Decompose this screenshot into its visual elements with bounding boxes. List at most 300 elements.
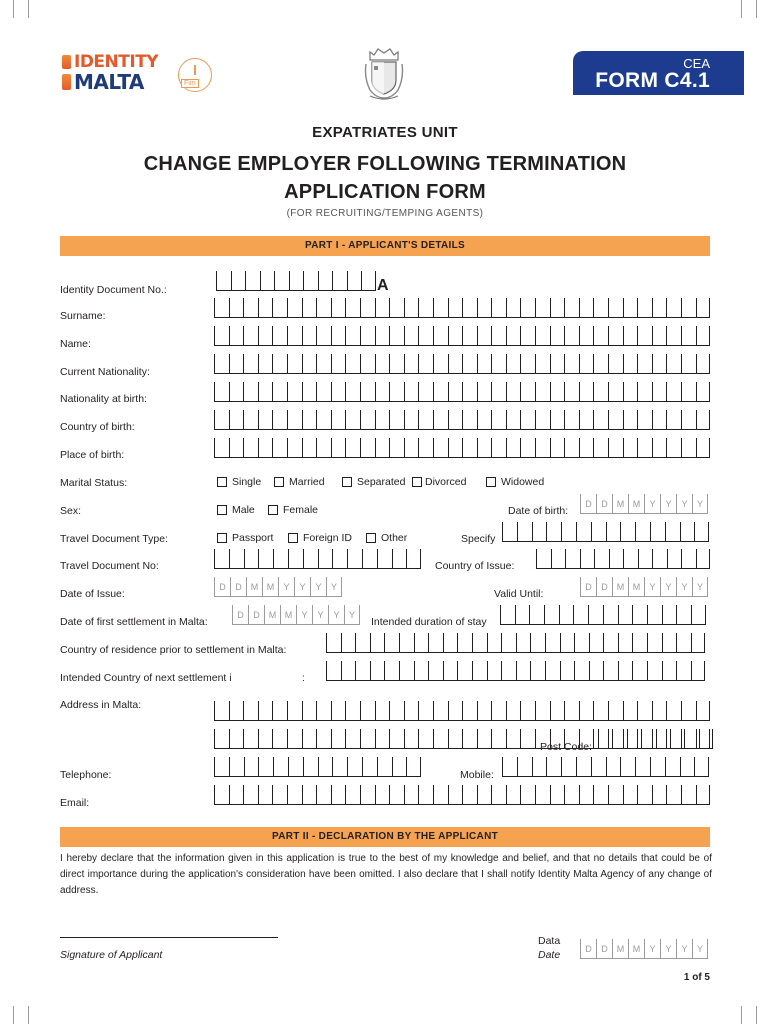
current-nationality-input[interactable] <box>214 354 710 374</box>
input-cell[interactable] <box>681 326 696 346</box>
input-cell[interactable] <box>535 701 550 721</box>
input-cell[interactable] <box>477 785 492 805</box>
input-cell[interactable] <box>272 382 287 402</box>
input-cell[interactable] <box>589 633 604 653</box>
date-cell[interactable]: D <box>214 577 230 597</box>
input-cell[interactable] <box>641 729 655 749</box>
input-cell[interactable] <box>433 326 448 346</box>
input-cell[interactable] <box>258 785 273 805</box>
input-cell[interactable] <box>589 661 604 681</box>
input-cell[interactable] <box>243 354 258 374</box>
input-cell[interactable] <box>500 605 515 625</box>
input-cell[interactable] <box>579 785 594 805</box>
input-cell[interactable] <box>487 661 502 681</box>
input-cell[interactable] <box>287 729 302 749</box>
input-cell[interactable] <box>273 757 288 777</box>
input-cell[interactable] <box>404 785 419 805</box>
input-cell[interactable] <box>302 729 317 749</box>
input-cell[interactable] <box>303 549 318 569</box>
date-cell[interactable]: D <box>580 494 596 514</box>
input-cell[interactable] <box>529 605 544 625</box>
signature-line[interactable] <box>60 937 278 938</box>
input-cell[interactable] <box>287 410 302 430</box>
country-prior-input[interactable] <box>326 633 705 653</box>
input-cell[interactable] <box>287 354 302 374</box>
input-cell[interactable] <box>274 271 289 291</box>
nationality-birth-input[interactable] <box>214 382 710 402</box>
input-cell[interactable] <box>618 633 633 653</box>
input-cell[interactable] <box>418 729 433 749</box>
input-cell[interactable] <box>637 438 652 458</box>
country-birth-input[interactable] <box>214 410 710 430</box>
id-doc-input[interactable] <box>216 271 376 291</box>
input-cell[interactable] <box>598 729 612 749</box>
input-cell[interactable] <box>462 410 477 430</box>
input-cell[interactable] <box>501 633 516 653</box>
input-cell[interactable] <box>652 326 667 346</box>
input-cell[interactable] <box>345 354 360 374</box>
country-issue-input[interactable] <box>536 549 710 569</box>
input-cell[interactable] <box>545 661 560 681</box>
input-cell[interactable] <box>593 326 608 346</box>
input-cell[interactable] <box>477 701 492 721</box>
input-cell[interactable] <box>580 549 595 569</box>
input-cell[interactable] <box>316 438 331 458</box>
date-cell[interactable]: D <box>232 605 248 625</box>
input-cell[interactable] <box>515 605 530 625</box>
input-cell[interactable] <box>608 785 623 805</box>
input-cell[interactable] <box>564 701 579 721</box>
input-cell[interactable] <box>532 757 547 777</box>
input-cell[interactable] <box>258 729 273 749</box>
input-cell[interactable] <box>535 785 550 805</box>
input-cell[interactable] <box>404 354 419 374</box>
name-input[interactable] <box>214 326 710 346</box>
input-cell[interactable] <box>462 298 477 318</box>
input-cell[interactable] <box>535 438 550 458</box>
input-cell[interactable] <box>520 298 535 318</box>
input-cell[interactable] <box>608 326 623 346</box>
input-cell[interactable] <box>506 729 521 749</box>
input-cell[interactable] <box>530 633 545 653</box>
input-cell[interactable] <box>433 729 448 749</box>
input-cell[interactable] <box>491 382 506 402</box>
input-cell[interactable] <box>433 785 448 805</box>
input-cell[interactable] <box>535 382 550 402</box>
input-cell[interactable] <box>662 605 677 625</box>
input-cell[interactable] <box>360 701 375 721</box>
input-cell[interactable] <box>665 522 680 542</box>
input-cell[interactable] <box>561 757 576 777</box>
input-cell[interactable] <box>384 633 399 653</box>
input-cell[interactable] <box>272 410 287 430</box>
input-cell[interactable] <box>243 729 258 749</box>
date-cell[interactable]: M <box>280 605 296 625</box>
input-cell[interactable] <box>477 354 492 374</box>
input-cell[interactable] <box>491 354 506 374</box>
checkbox-icon[interactable] <box>412 477 422 487</box>
input-cell[interactable] <box>632 633 647 653</box>
input-cell[interactable] <box>360 729 375 749</box>
input-cell[interactable] <box>564 410 579 430</box>
input-cell[interactable] <box>591 522 606 542</box>
date-cell[interactable]: Y <box>312 605 328 625</box>
input-cell[interactable] <box>462 382 477 402</box>
input-cell[interactable] <box>287 701 302 721</box>
input-cell[interactable] <box>477 438 492 458</box>
input-cell[interactable] <box>418 326 433 346</box>
input-cell[interactable] <box>214 298 229 318</box>
input-cell[interactable] <box>243 410 258 430</box>
input-cell[interactable] <box>506 326 521 346</box>
date-cell[interactable]: Y <box>692 939 708 959</box>
input-cell[interactable] <box>316 785 331 805</box>
input-cell[interactable] <box>428 633 443 653</box>
input-cell[interactable] <box>544 605 559 625</box>
input-cell[interactable] <box>666 785 681 805</box>
input-cell[interactable] <box>477 410 492 430</box>
input-cell[interactable] <box>287 785 302 805</box>
input-cell[interactable] <box>273 549 288 569</box>
input-cell[interactable] <box>506 354 521 374</box>
input-cell[interactable] <box>345 785 360 805</box>
input-cell[interactable] <box>389 785 404 805</box>
input-cell[interactable] <box>302 785 317 805</box>
input-cell[interactable] <box>428 661 443 681</box>
input-cell[interactable] <box>404 410 419 430</box>
input-cell[interactable] <box>258 410 273 430</box>
input-cell[interactable] <box>681 549 696 569</box>
input-cell[interactable] <box>696 298 711 318</box>
input-cell[interactable] <box>696 354 711 374</box>
input-cell[interactable] <box>532 522 547 542</box>
input-cell[interactable] <box>472 633 487 653</box>
input-cell[interactable] <box>302 326 317 346</box>
input-cell[interactable] <box>375 382 390 402</box>
input-cell[interactable] <box>404 382 419 402</box>
input-cell[interactable] <box>593 298 608 318</box>
input-cell[interactable] <box>272 729 287 749</box>
input-cell[interactable] <box>433 438 448 458</box>
input-cell[interactable] <box>418 382 433 402</box>
input-cell[interactable] <box>666 438 681 458</box>
input-cell[interactable] <box>606 522 621 542</box>
input-cell[interactable] <box>433 701 448 721</box>
input-cell[interactable] <box>546 522 561 542</box>
input-cell[interactable] <box>620 522 635 542</box>
input-cell[interactable] <box>652 354 667 374</box>
input-cell[interactable] <box>318 271 333 291</box>
input-cell[interactable] <box>370 633 385 653</box>
input-cell[interactable] <box>608 382 623 402</box>
input-cell[interactable] <box>561 522 576 542</box>
input-cell[interactable] <box>506 438 521 458</box>
input-cell[interactable] <box>244 549 259 569</box>
input-cell[interactable] <box>326 661 341 681</box>
input-cell[interactable] <box>448 382 463 402</box>
input-cell[interactable] <box>375 326 390 346</box>
input-cell[interactable] <box>462 354 477 374</box>
input-cell[interactable] <box>443 661 458 681</box>
input-cell[interactable] <box>243 326 258 346</box>
input-cell[interactable] <box>652 298 667 318</box>
input-cell[interactable] <box>418 701 433 721</box>
input-cell[interactable] <box>216 271 231 291</box>
input-cell[interactable] <box>491 298 506 318</box>
date-cell[interactable]: Y <box>296 605 312 625</box>
input-cell[interactable] <box>637 382 652 402</box>
input-cell[interactable] <box>667 549 682 569</box>
input-cell[interactable] <box>389 701 404 721</box>
input-cell[interactable] <box>433 410 448 430</box>
input-cell[interactable] <box>676 633 691 653</box>
input-cell[interactable] <box>520 326 535 346</box>
input-cell[interactable] <box>696 701 711 721</box>
input-cell[interactable] <box>593 785 608 805</box>
date-cell[interactable]: Y <box>660 939 676 959</box>
input-cell[interactable] <box>652 785 667 805</box>
input-cell[interactable] <box>608 701 623 721</box>
input-cell[interactable] <box>491 785 506 805</box>
input-cell[interactable] <box>214 354 229 374</box>
input-cell[interactable] <box>272 354 287 374</box>
input-cell[interactable] <box>302 354 317 374</box>
input-cell[interactable] <box>564 298 579 318</box>
input-cell[interactable] <box>433 298 448 318</box>
input-cell[interactable] <box>214 729 229 749</box>
input-cell[interactable] <box>691 633 706 653</box>
input-cell[interactable] <box>564 382 579 402</box>
input-cell[interactable] <box>332 549 347 569</box>
input-cell[interactable] <box>680 522 695 542</box>
input-cell[interactable] <box>638 549 653 569</box>
input-cell[interactable] <box>550 298 565 318</box>
input-cell[interactable] <box>535 729 550 749</box>
date-cell[interactable]: D <box>596 577 612 597</box>
place-birth-input[interactable] <box>214 438 710 458</box>
input-cell[interactable] <box>404 326 419 346</box>
option-other[interactable] <box>366 532 407 544</box>
input-cell[interactable] <box>623 549 638 569</box>
input-cell[interactable] <box>355 633 370 653</box>
input-cell[interactable] <box>375 729 390 749</box>
input-cell[interactable] <box>516 633 531 653</box>
input-cell[interactable] <box>214 785 229 805</box>
input-cell[interactable] <box>576 757 591 777</box>
input-cell[interactable] <box>375 410 390 430</box>
input-cell[interactable] <box>462 326 477 346</box>
date-cell[interactable]: Y <box>644 494 660 514</box>
input-cell[interactable] <box>243 701 258 721</box>
input-cell[interactable] <box>272 701 287 721</box>
input-cell[interactable] <box>627 729 641 749</box>
input-cell[interactable] <box>360 382 375 402</box>
date-cell[interactable]: Y <box>644 577 660 597</box>
input-cell[interactable] <box>214 701 229 721</box>
input-cell[interactable] <box>691 661 706 681</box>
specify-input[interactable] <box>502 522 709 542</box>
mobile-input[interactable] <box>502 757 709 777</box>
input-cell[interactable] <box>550 410 565 430</box>
option-widowed[interactable] <box>486 476 544 488</box>
input-cell[interactable] <box>612 729 626 749</box>
input-cell[interactable] <box>302 701 317 721</box>
input-cell[interactable] <box>477 298 492 318</box>
input-cell[interactable] <box>576 522 591 542</box>
input-cell[interactable] <box>623 354 638 374</box>
input-cell[interactable] <box>650 522 665 542</box>
input-cell[interactable] <box>316 382 331 402</box>
input-cell[interactable] <box>229 326 244 346</box>
input-cell[interactable] <box>448 729 463 749</box>
input-cell[interactable] <box>361 271 376 291</box>
input-cell[interactable] <box>345 382 360 402</box>
input-cell[interactable] <box>666 701 681 721</box>
input-cell[interactable] <box>229 438 244 458</box>
input-cell[interactable] <box>579 326 594 346</box>
input-cell[interactable] <box>448 438 463 458</box>
input-cell[interactable] <box>360 298 375 318</box>
checkbox-icon[interactable] <box>366 533 376 543</box>
date-cell[interactable]: Y <box>278 577 294 597</box>
checkbox-icon[interactable] <box>342 477 352 487</box>
input-cell[interactable] <box>491 701 506 721</box>
date-cell[interactable]: D <box>596 494 612 514</box>
input-cell[interactable] <box>289 271 304 291</box>
input-cell[interactable] <box>603 633 618 653</box>
input-cell[interactable] <box>502 522 517 542</box>
input-cell[interactable] <box>316 410 331 430</box>
input-cell[interactable] <box>666 354 681 374</box>
input-cell[interactable] <box>520 785 535 805</box>
input-cell[interactable] <box>666 326 681 346</box>
input-cell[interactable] <box>520 701 535 721</box>
input-cell[interactable] <box>559 605 574 625</box>
input-cell[interactable] <box>691 605 706 625</box>
input-cell[interactable] <box>377 549 392 569</box>
input-cell[interactable] <box>331 326 346 346</box>
input-cell[interactable] <box>389 729 404 749</box>
date-cell[interactable]: M <box>262 577 278 597</box>
input-cell[interactable] <box>331 298 346 318</box>
date-cell[interactable]: Y <box>344 605 360 625</box>
input-cell[interactable] <box>506 410 521 430</box>
date-cell[interactable]: M <box>246 577 262 597</box>
input-cell[interactable] <box>579 701 594 721</box>
input-cell[interactable] <box>536 549 551 569</box>
input-cell[interactable] <box>288 549 303 569</box>
input-cell[interactable] <box>375 298 390 318</box>
input-cell[interactable] <box>491 410 506 430</box>
input-cell[interactable] <box>506 382 521 402</box>
input-cell[interactable] <box>681 438 696 458</box>
input-cell[interactable] <box>399 661 414 681</box>
date-cell[interactable]: Y <box>692 577 708 597</box>
input-cell[interactable] <box>229 701 244 721</box>
checkbox-icon[interactable] <box>288 533 298 543</box>
input-cell[interactable] <box>623 382 638 402</box>
input-cell[interactable] <box>399 633 414 653</box>
input-cell[interactable] <box>618 605 633 625</box>
input-cell[interactable] <box>375 701 390 721</box>
input-cell[interactable] <box>377 757 392 777</box>
input-cell[interactable] <box>656 729 670 749</box>
input-cell[interactable] <box>477 382 492 402</box>
next-settlement-input[interactable] <box>326 661 705 681</box>
input-cell[interactable] <box>355 661 370 681</box>
input-cell[interactable] <box>406 549 421 569</box>
input-cell[interactable] <box>681 382 696 402</box>
input-cell[interactable] <box>370 661 385 681</box>
input-cell[interactable] <box>316 326 331 346</box>
input-cell[interactable] <box>433 382 448 402</box>
input-cell[interactable] <box>477 326 492 346</box>
date-cell[interactable]: M <box>628 939 644 959</box>
input-cell[interactable] <box>448 410 463 430</box>
input-cell[interactable] <box>491 729 506 749</box>
input-cell[interactable] <box>345 326 360 346</box>
input-cell[interactable] <box>229 757 244 777</box>
input-cell[interactable] <box>550 382 565 402</box>
input-cell[interactable] <box>448 785 463 805</box>
input-cell[interactable] <box>258 354 273 374</box>
input-cell[interactable] <box>535 354 550 374</box>
input-cell[interactable] <box>360 438 375 458</box>
input-cell[interactable] <box>258 549 273 569</box>
input-cell[interactable] <box>332 757 347 777</box>
input-cell[interactable] <box>588 605 603 625</box>
input-cell[interactable] <box>360 354 375 374</box>
option-divorced[interactable] <box>412 476 466 488</box>
input-cell[interactable] <box>623 326 638 346</box>
input-cell[interactable] <box>662 661 677 681</box>
input-cell[interactable] <box>345 298 360 318</box>
input-cell[interactable] <box>603 605 618 625</box>
input-cell[interactable] <box>652 701 667 721</box>
input-cell[interactable] <box>632 661 647 681</box>
input-cell[interactable] <box>331 354 346 374</box>
input-cell[interactable] <box>564 354 579 374</box>
input-cell[interactable] <box>345 410 360 430</box>
input-cell[interactable] <box>345 701 360 721</box>
input-cell[interactable] <box>637 326 652 346</box>
input-cell[interactable] <box>472 661 487 681</box>
input-cell[interactable] <box>564 729 579 749</box>
input-cell[interactable] <box>487 633 502 653</box>
input-cell[interactable] <box>258 701 273 721</box>
input-cell[interactable] <box>684 729 698 749</box>
input-cell[interactable] <box>331 785 346 805</box>
input-cell[interactable] <box>389 326 404 346</box>
input-cell[interactable] <box>550 729 565 749</box>
input-cell[interactable] <box>362 757 377 777</box>
date-cell[interactable]: M <box>628 577 644 597</box>
input-cell[interactable] <box>652 410 667 430</box>
input-cell[interactable] <box>696 785 711 805</box>
input-cell[interactable] <box>652 549 667 569</box>
date-cell[interactable]: M <box>628 494 644 514</box>
input-cell[interactable] <box>316 354 331 374</box>
input-cell[interactable] <box>618 661 633 681</box>
input-cell[interactable] <box>517 757 532 777</box>
input-cell[interactable] <box>579 298 594 318</box>
option-married[interactable] <box>274 476 325 488</box>
input-cell[interactable] <box>341 633 356 653</box>
input-cell[interactable] <box>564 326 579 346</box>
input-cell[interactable] <box>316 298 331 318</box>
input-cell[interactable] <box>229 785 244 805</box>
input-cell[interactable] <box>676 605 691 625</box>
